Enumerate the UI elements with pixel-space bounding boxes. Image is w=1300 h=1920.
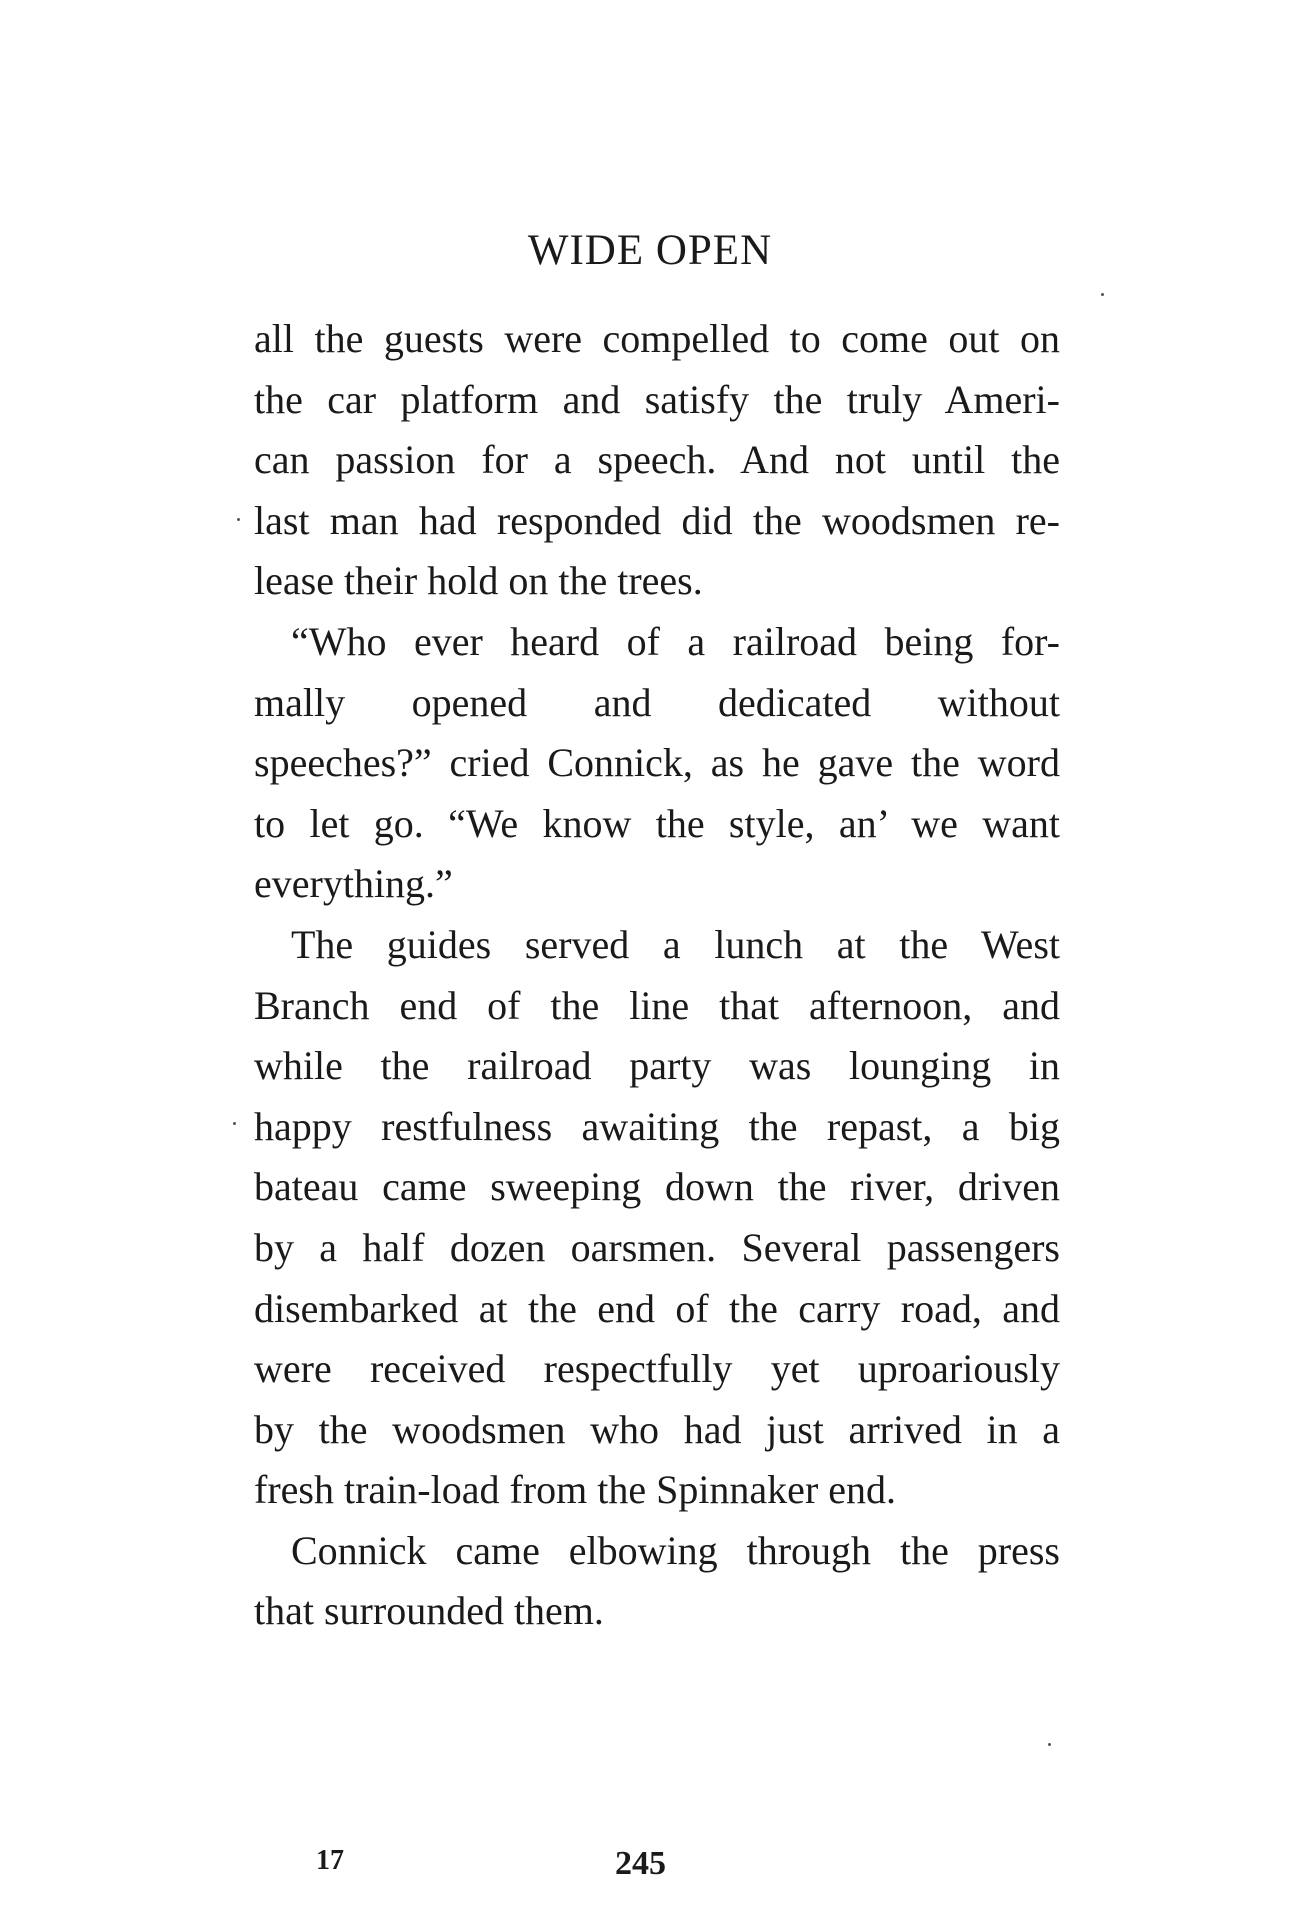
page-footer xyxy=(0,1845,1300,1895)
text-line: bateau came sweeping down the river, driven xyxy=(254,1164,1060,1210)
text-line: that surrounded them. xyxy=(254,1588,604,1634)
text-line: by a half dozen oarsmen. Several passengers xyxy=(254,1224,1060,1270)
text-line: to let go. “We know the style, an’ we want xyxy=(254,800,1060,846)
text-line: speeches?” cried Connick, as he gave the word xyxy=(254,740,1060,786)
text-line: lease their hold on the trees. xyxy=(254,558,703,604)
paragraph xyxy=(254,1521,1060,1642)
paragraph xyxy=(254,915,1060,1521)
text-line: Branch end of the line that afternoon, and xyxy=(254,982,1060,1028)
scan-speck xyxy=(1048,1743,1051,1746)
text-line: all the guests were compelled to come out on xyxy=(254,316,1060,361)
text-line: everything.” xyxy=(254,861,453,907)
text-line: the car platform and satisfy the truly Ameri- xyxy=(254,376,1060,422)
running-head: WIDE OPEN xyxy=(527,227,773,274)
text-line: disembarked at the end of the carry road, and xyxy=(254,1285,1060,1331)
scan-speck xyxy=(233,1122,236,1125)
text-line: “Who ever heard of a railroad being for- xyxy=(291,618,1060,664)
text-line: mally opened and dedicated without xyxy=(254,679,1060,725)
text-line: happy restfulness awaiting the repast, a big xyxy=(254,1103,1060,1149)
text-line: last man had responded did the woodsmen re- xyxy=(254,497,1060,543)
page-number: 245 xyxy=(615,1845,666,1882)
text-line: can passion for a speech. And not until the xyxy=(254,437,1060,483)
scan-speck xyxy=(1101,293,1104,296)
text-line: fresh train-load from the Spinnaker end. xyxy=(254,1467,897,1513)
signature-mark: 17 xyxy=(316,1845,344,1876)
text-line: were received respectfully yet uproariously xyxy=(254,1346,1060,1392)
text-line: while the railroad party was lounging in xyxy=(254,1043,1060,1089)
text-line: by the woodsmen who had just arrived in a xyxy=(254,1406,1060,1452)
paragraph xyxy=(254,309,1060,612)
scan-speck xyxy=(237,518,240,521)
text-line: The guides served a lunch at the West xyxy=(291,921,1060,967)
body-text xyxy=(254,309,1060,1642)
text-line: Connick came elbowing through the press xyxy=(291,1527,1060,1573)
paragraph xyxy=(254,612,1060,915)
